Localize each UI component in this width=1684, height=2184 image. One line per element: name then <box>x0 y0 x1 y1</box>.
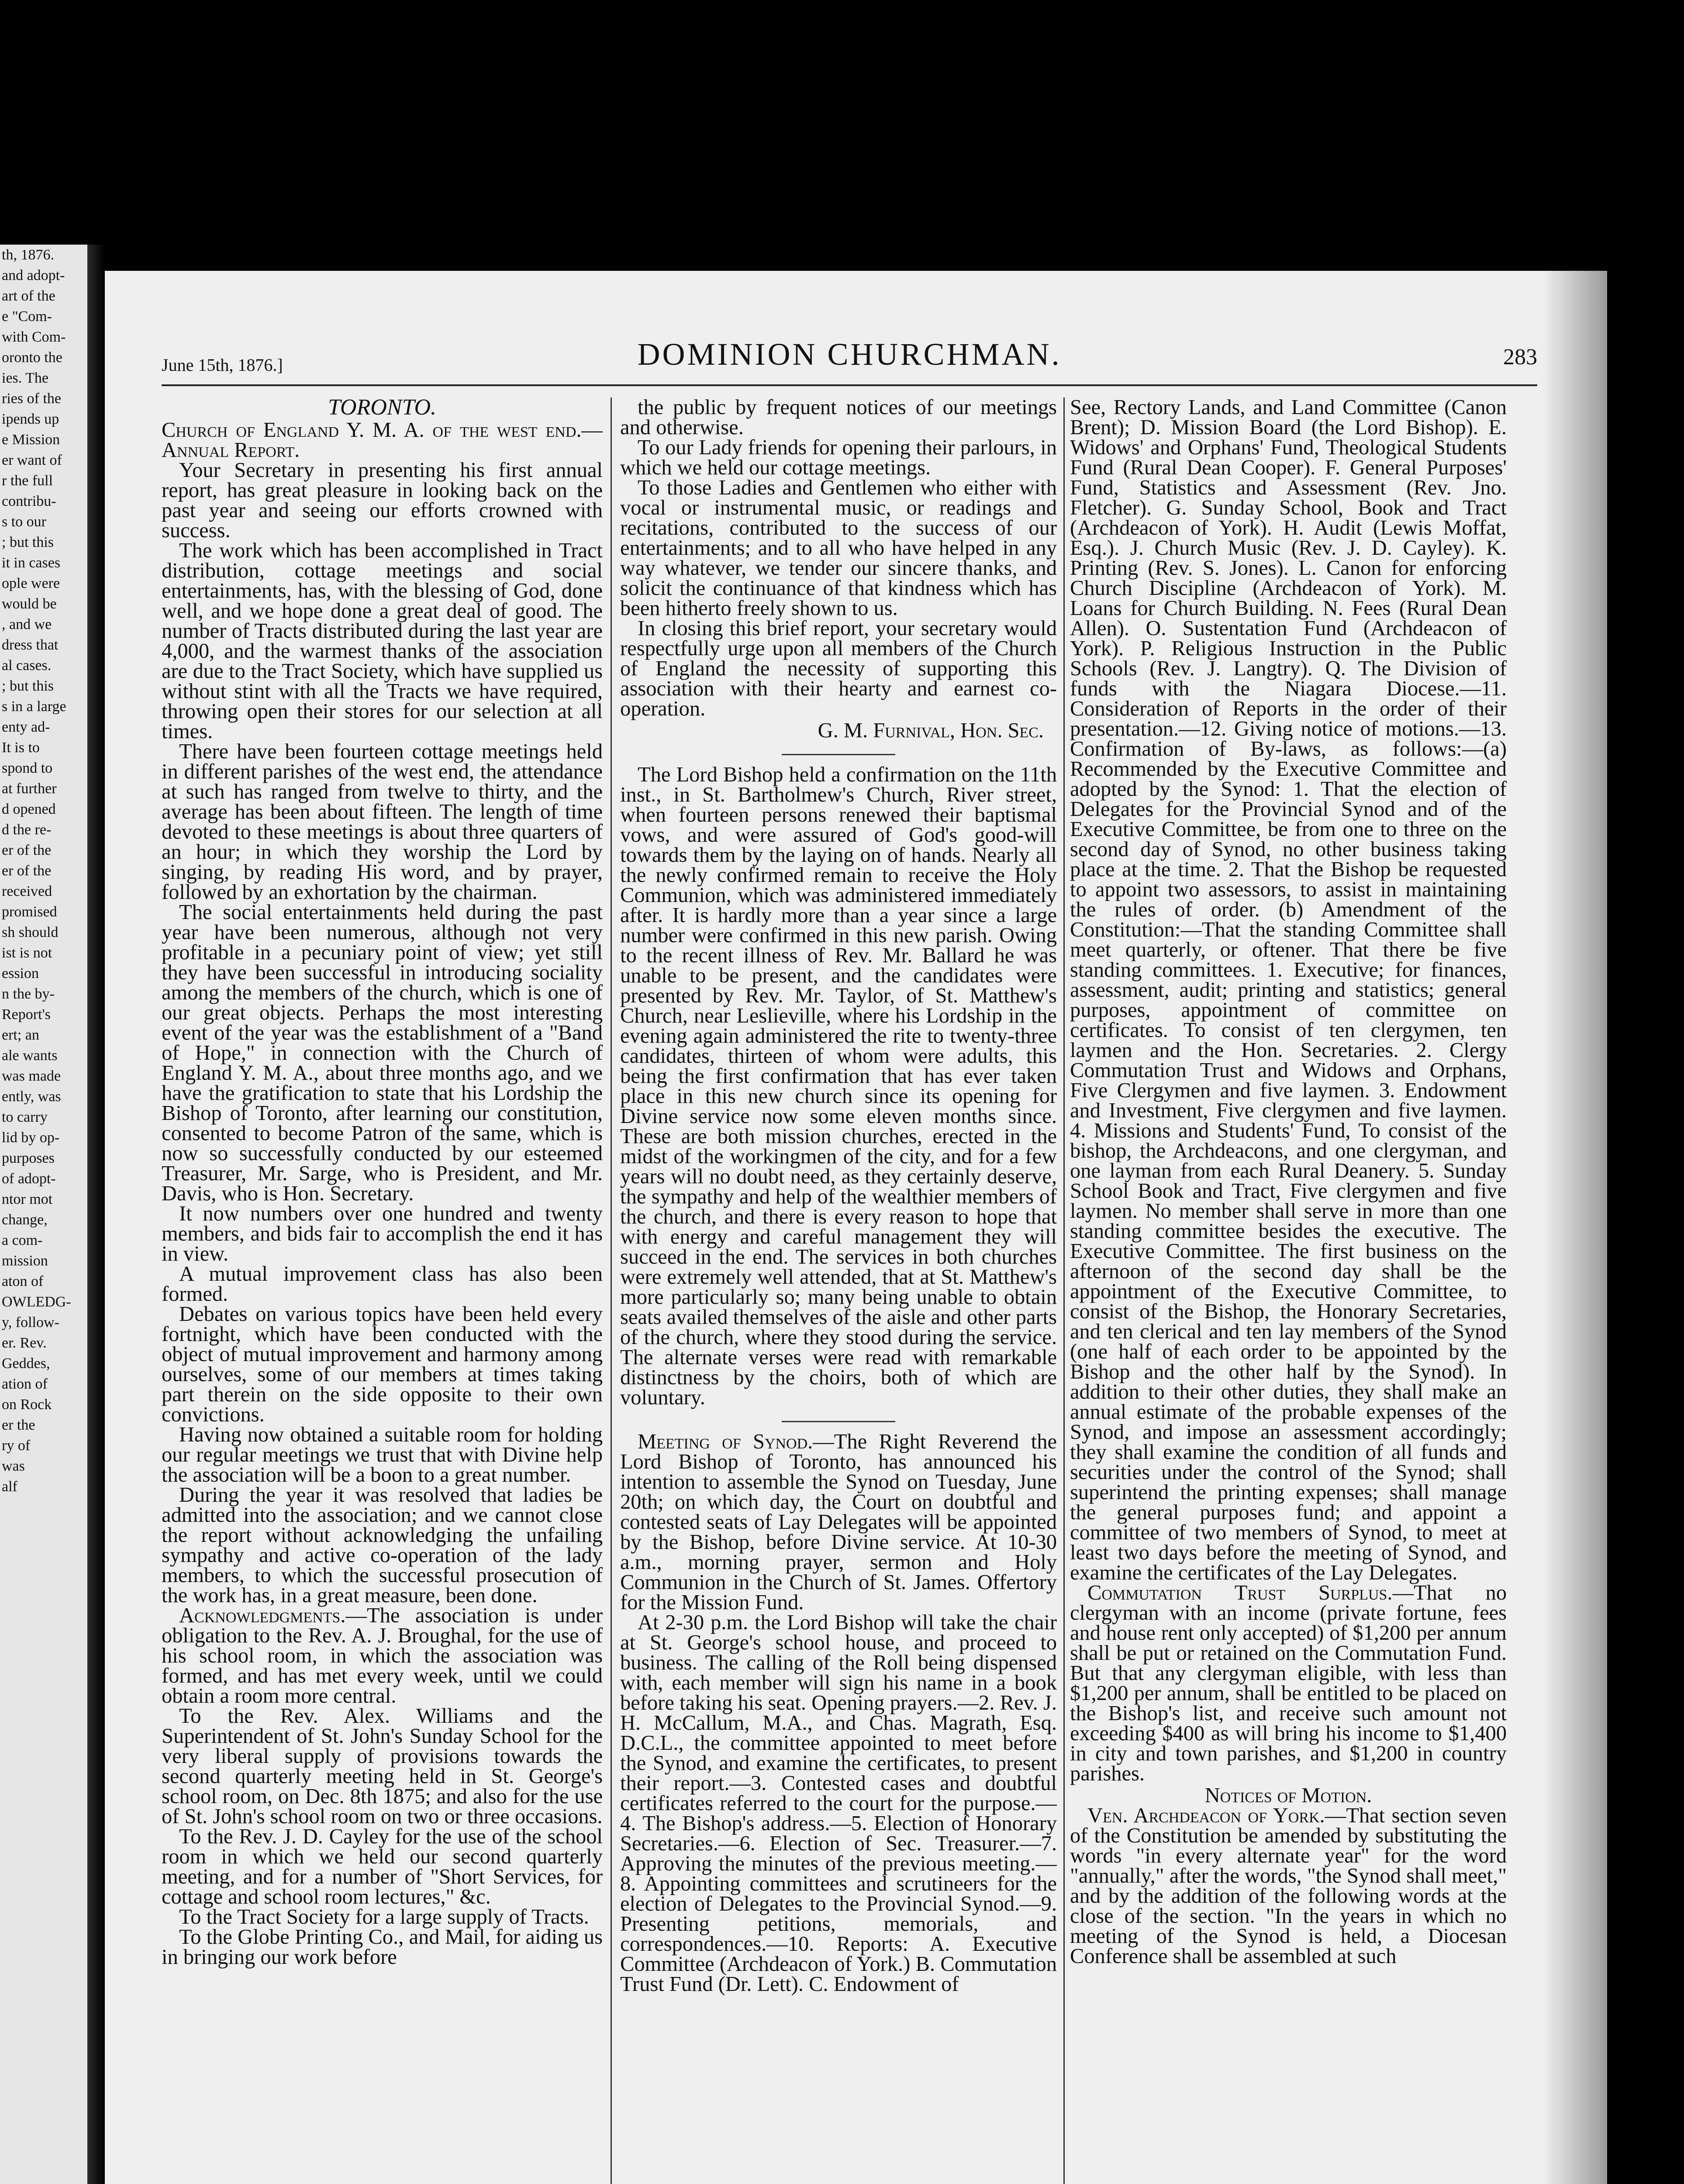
acknowledgments-text: —The association is under obligation to the Rev. A. J. Broughal, for the use of his school room, in which the association was formed, and has met every week, until we could obtain a room more central. <box>162 1604 603 1707</box>
commutation-text: —That no clergyman with an income (private fortune, fees and house rent only accepted) of $1,200 per annum shall be put or retained on the Commutation Fund. But that any clergyman eligible, with less than $1,200 per annum, shall be entitled to be placed on the Bishop's list, and receive such amount not exceeding $400 as will bring his income to $1,400 in city and town parishes, and $1,200 in country parishes. <box>1070 1581 1507 1785</box>
previous-page-text-fragment: on Rock <box>2 1396 52 1413</box>
commutation-heading: Commutation Trust Surplus. <box>1087 1581 1393 1604</box>
paragraph: To the Rev. Alex. Williams and the Superintendent of St. John's Sunday School for the very liberal supply of provisions towards the second quarterly meeting held in St. George's school room, on Dec. 8th 1875; and also for the use of St. John's school room on two or three occasions. <box>162 1704 603 1828</box>
motion-paragraph <box>1070 1806 1507 1966</box>
previous-page-text-fragment: er the <box>2 1417 35 1433</box>
previous-page-text-fragment: spond to <box>2 760 53 776</box>
previous-page-text-fragment: contribu- <box>2 493 56 509</box>
previous-page-text-fragment: dress that <box>2 637 59 653</box>
book-spine <box>87 245 105 2184</box>
previous-page-text-fragment: purposes <box>2 1150 55 1166</box>
previous-page-text-fragment: e Mission <box>2 432 60 448</box>
newspaper-page <box>105 271 1607 2184</box>
previous-page-text-fragment: would be <box>2 596 57 612</box>
paragraph: A mutual improvement class has also been formed. <box>162 1262 603 1306</box>
previous-page-text-fragment: ently, was <box>2 1089 61 1105</box>
previous-page-text-fragment: with Com- <box>2 329 66 345</box>
previous-page-text-fragment: change, <box>2 1212 48 1228</box>
paragraph: In closing this brief report, your secretary would respectfully urge upon all members of the Church of England the necessity of supporting this association with their hearty and earnest co-operation. <box>620 617 1057 720</box>
reports-list-paragraph: See, Rectory Lands, and Land Committee (Canon Brent); D. Mission Board (the Lord Bishop). E. Widows' and Orphans' Fund, Theological Students Fund (Rural Dean Cooper). F. General Purposes' Fund, Statistics and Assessment (Rev. Jno. Fletcher). G. Sunday School, Book and Tract (Archdeacon of York). H. Audit (Lewis Moffat, Esq.). J. Church Music (Rev. J. D. Cayley). K. Printing (Rev. S. Jones). L. Canon for enforcing Church Discipline (Archdeacon of York). M. Loans for Church Building. N. Fees (Rural Dean Allen). O. Sustentation Fund (Archdeacon of York). P. Religious Instruction in the Public Schools (Rev. J. Langtry). Q. The Division of funds with the Niagara Diocese.—11. Consideration of Reports in the order of their presentation.—12. Giving notice of motions.—13. Confirmation of By-laws, as follows:—(a) Recommended by the Executive Committee and adopted by the Synod: 1. That the election of Delegates for the Provincial Synod and of the Executive Committee, be from one to three on the second day of Synod, no other business taking place at the time. 2. That the Bishop be requested to appoint two assessors, to assist in maintaining the rules of order. (b) Amendment of the Constitution:—That the standing Committee shall meet quarterly, or oftener. That there be five standing committees. 1. Executive; for finances, assessment, audit; printing and statistics; general purposes, appointment of committee on certificates. To consist of ten clergymen, ten laymen and the Hon. Secretaries. 2. Clergy Commutation Trust and Widows and Orphans, Five Clergymen and five laymen. 3. Endowment and Investment, Five clergymen and five laymen. 4. Missions and Students' Fund, To consist of the bishop, the Archdeacons, and one clergyman, and one layman from each Rural Deanery. 5. Sunday School Book and Tract, Five clergymen and five laymen. No member shall serve in more than one standing committee besides the executive. The Executive Committee. The first business on the afternoon of the second day shall be the appointment of the Executive Committee, to consist of the Bishop, the Honorary Secretaries, and ten clerical and ten lay members of the Synod (one half of each order to be appointed by the Bishop and the other half by the Synod). In addition to their other duties, they shall make an annual estimate of the probable expenses of the Synod, and impose an assessment accordingly; they shall examine the condition of all funds and securities under the control of the Synod; shall superintend the printing expenses; shall manage the general purposes fund; and appoint a committee of two members of Synod, to meet at least two days before the meeting of Synod, and examine the certificates of the Lay Delegates. <box>1070 397 1507 1584</box>
paragraph: Having now obtained a suitable room for holding our regular meetings we trust that with Divine help the association will be a boon to a great number. <box>162 1423 603 1486</box>
previous-page-text-fragment: at further <box>2 781 57 797</box>
header-date: June 15th, 1876.] <box>162 355 283 375</box>
previous-page-text-fragment: ; but this <box>2 678 54 694</box>
annual-report-paragraphs <box>162 460 603 1606</box>
previous-page-text-fragment: er want of <box>2 452 62 468</box>
column-divider-2 <box>1063 397 1065 2184</box>
motion-text: —That section seven of the Constitution be amended by substituting the words "in every alternate year" for the word "annually," after the words, "the Synod shall meet," and by the addition of the following words at the close of the section. "In the years in which no meeting of the Synod is held, a Diocesan Conference shall be assembled at such <box>1070 1804 1507 1968</box>
commutation-paragraph <box>1070 1583 1507 1784</box>
synod-text: —The Right Reverend the Lord Bishop of Toronto, has announced his intention to assemble the Synod on Tuesday, June 20th; on which day, the Court on doubtful and contested seats of Lay Delegates will be appointed by the Bishop, before Divine service. At 10-30 a.m., morning prayer, sermon and Holy Communion in the Church of St. James. Offertory for the Mission Fund. <box>620 1430 1057 1614</box>
previous-page-text-fragment: a com- <box>2 1232 43 1248</box>
previous-page-fragments <box>0 245 87 1497</box>
paragraph: Your Secretary in presenting his first annual report, has great pleasure in looking back on the past year and seeing our efforts crowned with success. <box>162 459 603 542</box>
previous-page-text-fragment: mission <box>2 1253 48 1269</box>
previous-page-edge <box>0 245 87 2184</box>
previous-page-text-fragment: s to our <box>2 514 46 530</box>
column-2 <box>620 397 1057 2184</box>
previous-page-text-fragment: s in a large <box>2 698 66 715</box>
previous-page-text-fragment: ale wants <box>2 1047 58 1064</box>
previous-page-text-fragment: enty ad- <box>2 719 50 735</box>
previous-page-text-fragment: d the re- <box>2 822 52 838</box>
previous-page-text-fragment: ert; an <box>2 1027 39 1043</box>
paragraph: To those Ladies and Gentlemen who either with vocal or instrumental music, or readings and recitations, contributed to the success of our entertainments; and to all who have helped in any way whatever, we tender our sincere thanks, and solicit the continuance of that kindness which has been hitherto freely shown to us. <box>620 476 1057 620</box>
paragraph: the public by frequent notices of our meetings and otherwise. <box>620 397 1057 439</box>
thanks-paragraphs <box>162 1706 603 1967</box>
previous-page-text-fragment: ist is not <box>2 945 52 961</box>
motion-heading: Ven. Archdeacon of York. <box>1087 1804 1325 1827</box>
previous-page-text-fragment: oronto the <box>2 349 62 366</box>
previous-page-text-fragment: ; but this <box>2 534 54 550</box>
report-signature: G. M. Furnival, Hon. Sec. <box>818 719 1044 742</box>
paragraph: To the Tract Society for a large supply of Tracts. <box>179 1905 589 1928</box>
previous-page-text-fragment: ession <box>2 965 39 981</box>
column-3 <box>1070 397 1507 2184</box>
paragraph: There have been fourteen cottage meetings held in different parishes of the west end, the attendance at such has ranged from twelve to thirty, and the average has been about fifteen. The length of time devoted to these meetings is about three quarters of an hour; in which they worship the Lord by singing, by reading His word, and by prayer, followed by an exhortation by the chairman. <box>162 740 603 904</box>
previous-page-text-fragment: lid by op- <box>2 1130 60 1146</box>
previous-page-text-fragment: ntor mot <box>2 1191 53 1207</box>
paragraph: The work which has been accomplished in Tract distribution, cottage meetings and social entertainments, has, with the blessing of God, done well, and we hope done a great deal of good. The number of Tracts distributed during the last year are 4,000, and the warmest thanks of the association are due to the Tract Society, which have supplied us without stint with all the Tracts we have required, throwing open their stores for our selection at all times. <box>162 539 603 743</box>
previous-page-text-fragment: art of the <box>2 288 55 304</box>
previous-page-text-fragment: aton of <box>2 1273 44 1289</box>
synod-agenda-paragraph: At 2-30 p.m. the Lord Bishop will take the chair at St. George's school house, and proceed to business. The calling of the Roll being dispensed with, each member will sign his name in a book before taking his seat. Opening prayers.—2. Rev. J. H. McCallum, M.A., and Chas. Magrath, Esq. D.C.L., the committee appointed to meet before the Synod, and examine the certificates, to present their report.—3. Contested cases and doubtful certificates referred to the court for the purpose.—4. The Bishop's address.—5. Election of Honorary Secretaries.—6. Election of Sec. Treasurer.—7. Approving the minutes of the previous meeting.—8. Appointing committees and scrutineers for the election of Delegates to the Provincial Synod.—9. Presenting petitions, memorials, and correspondences.—10. Reports: A. Executive Committee (Archdeacon of York.) B. Commutation Trust Fund (Dr. Lett). C. Endowment of <box>620 1611 1057 1996</box>
previous-page-text-fragment: received <box>2 883 52 899</box>
paragraph: To the Rev. J. D. Cayley for the use of the school room in which we held our second quarterly meeting, and for a number of "Short Services, for cottage and school room lectures," &c. <box>162 1825 603 1908</box>
synod-heading: Meeting of Synod. <box>638 1430 813 1453</box>
previous-page-text-fragment: and adopt- <box>2 267 65 283</box>
previous-page-text-fragment: Report's <box>2 1006 51 1023</box>
paragraph: It now numbers over one hundred and twenty members, and bids fair to accomplish the end it has in view. <box>162 1202 603 1265</box>
notices-heading: Notices of Motion. <box>1204 1784 1372 1807</box>
annual-report-heading <box>162 420 603 460</box>
previous-page-text-fragment: of adopt- <box>2 1171 56 1187</box>
previous-page-text-fragment: OWLEDG- <box>2 1294 71 1310</box>
section-divider <box>782 754 895 755</box>
paragraph: Debates on various topics have been held every fortnight, which have been conducted with the object of mutual improvement and harmony among ourselves, some of our members at times taking part therein on the side opposite to their own convictions. <box>162 1303 603 1426</box>
previous-page-text-fragment: to carry <box>2 1109 48 1125</box>
previous-page-text-fragment: ople were <box>2 575 60 591</box>
previous-page-text-fragment: It is to <box>2 740 40 756</box>
previous-page-text-fragment: ies. The <box>2 370 49 386</box>
previous-page-text-fragment: Geddes, <box>2 1355 50 1372</box>
previous-page-text-fragment: ries of the <box>2 390 61 407</box>
previous-page-text-fragment: sh should <box>2 924 59 940</box>
previous-page-text-fragment: al cases. <box>2 657 52 674</box>
previous-page-text-fragment: was made <box>2 1068 61 1084</box>
paragraph: During the year it was resolved that ladies be admitted into the association; and we cannot close the report without acknowledging the unfailing sympathy and active co-operation of the lady members, to which the successful prosecution of the work has, in a great measure, been done. <box>162 1483 603 1607</box>
report-closing-paragraphs <box>620 397 1057 719</box>
section-divider <box>782 1421 895 1422</box>
previous-page-text-fragment: y, follow- <box>2 1314 59 1330</box>
previous-page-text-fragment: was <box>2 1458 25 1474</box>
header-rule <box>162 384 1537 386</box>
report-heading-label: Church of England Y. M. A. of the west end.—Annual Report. <box>162 418 603 462</box>
section-title-toronto: TORONTO. <box>328 397 437 420</box>
confirmation-paragraph: The Lord Bishop held a confirmation on the 11th inst., in St. Bartholmew's Church, River street, when fourteen persons renewed their baptismal vows, and were assured of God's good-will towards them by the laying on of hands. Nearly all the newly confirmed remain to receive the Holy Communion, which was administered immediately after. It is hardly more than a year since a large number were confirmed in this new parish. Owing to the recent illness of Rev. Mr. Ballard he was unable to be present, and the candidates were presented by Rev. Mr. Taylor, of St. Matthew's Church, near Leslieville, where his Lordship in the evening again administered the rite to twenty-three candidates, thirteen of whom were adults, this being the first confirmation that has ever taken place in this new church since its opening for Divine service now some eleven months since. These are both mission churches, erected in the midst of the workingmen of the city, and for a few years will no doubt need, as they certainly deserve, the sympathy and help of the wealthier members of the church, and there is every reason to hope that with energy and careful management they will succeed in the end. The services in both churches were extremely well attended, that at St. Matthew's more particularly so; many being unable to obtain seats availed themselves of the aisle and other parts of the church, where they stood during the service. The alternate verses were read with remarkable distinctness by the choirs, both of which are voluntary. <box>620 763 1057 1409</box>
previous-page-text-fragment: ipends up <box>2 411 59 427</box>
page-header <box>162 336 1537 376</box>
previous-page-text-fragment: th, 1876. <box>2 247 54 263</box>
column-divider-1 <box>611 397 612 2184</box>
previous-page-text-fragment: r the full <box>2 473 53 489</box>
previous-page-text-fragment: ry of <box>2 1438 31 1454</box>
paragraph: The social entertainments held during the past year have been numerous, although not very profitable in a pecuniary point of view; yet still they have been successful in introducing sociality among the members of the church, which is one of our great objects. Perhaps the most interesting event of the year was the establishment of a "Band of Hope," in connection with the Church of England Y. M. A., about three months ago, and we have the gratification to state that his Lordship the Bishop of Toronto, after learning our constitution, consented to become Patron of the same, which is now so successfully conducted by our esteemed Treasurer, Mr. Sarge, who is President, and Mr. Davis, who is Hon. Secretary. <box>162 901 603 1205</box>
previous-page-text-fragment: n the by- <box>2 986 55 1002</box>
column-1 <box>162 397 603 2184</box>
acknowledgments-paragraph <box>162 1606 603 1706</box>
paragraph: To the Globe Printing Co., and Mail, for aiding us in bringing our work before <box>162 1925 603 1969</box>
page-number: 283 <box>1503 345 1537 370</box>
previous-page-text-fragment: d opened <box>2 801 56 817</box>
previous-page-text-fragment: e "Com- <box>2 308 52 325</box>
previous-page-text-fragment: it in cases <box>2 555 61 571</box>
previous-page-text-fragment: ation of <box>2 1376 48 1392</box>
previous-page-text-fragment: er of the <box>2 842 52 858</box>
previous-page-text-fragment: er. Rev. <box>2 1335 47 1351</box>
previous-page-text-fragment: , and we <box>2 616 52 632</box>
synod-paragraph <box>620 1432 1057 1613</box>
previous-page-text-fragment: alf <box>2 1479 17 1495</box>
header-title: DOMINION CHURCHMAN. <box>637 337 1062 372</box>
acknowledgments-heading: Acknowledgments. <box>179 1604 346 1627</box>
previous-page-text-fragment: er of the <box>2 863 52 879</box>
paragraph: To our Lady friends for opening their parlours, in which we held our cottage meetings. <box>620 436 1057 479</box>
previous-page-text-fragment: promised <box>2 904 57 920</box>
